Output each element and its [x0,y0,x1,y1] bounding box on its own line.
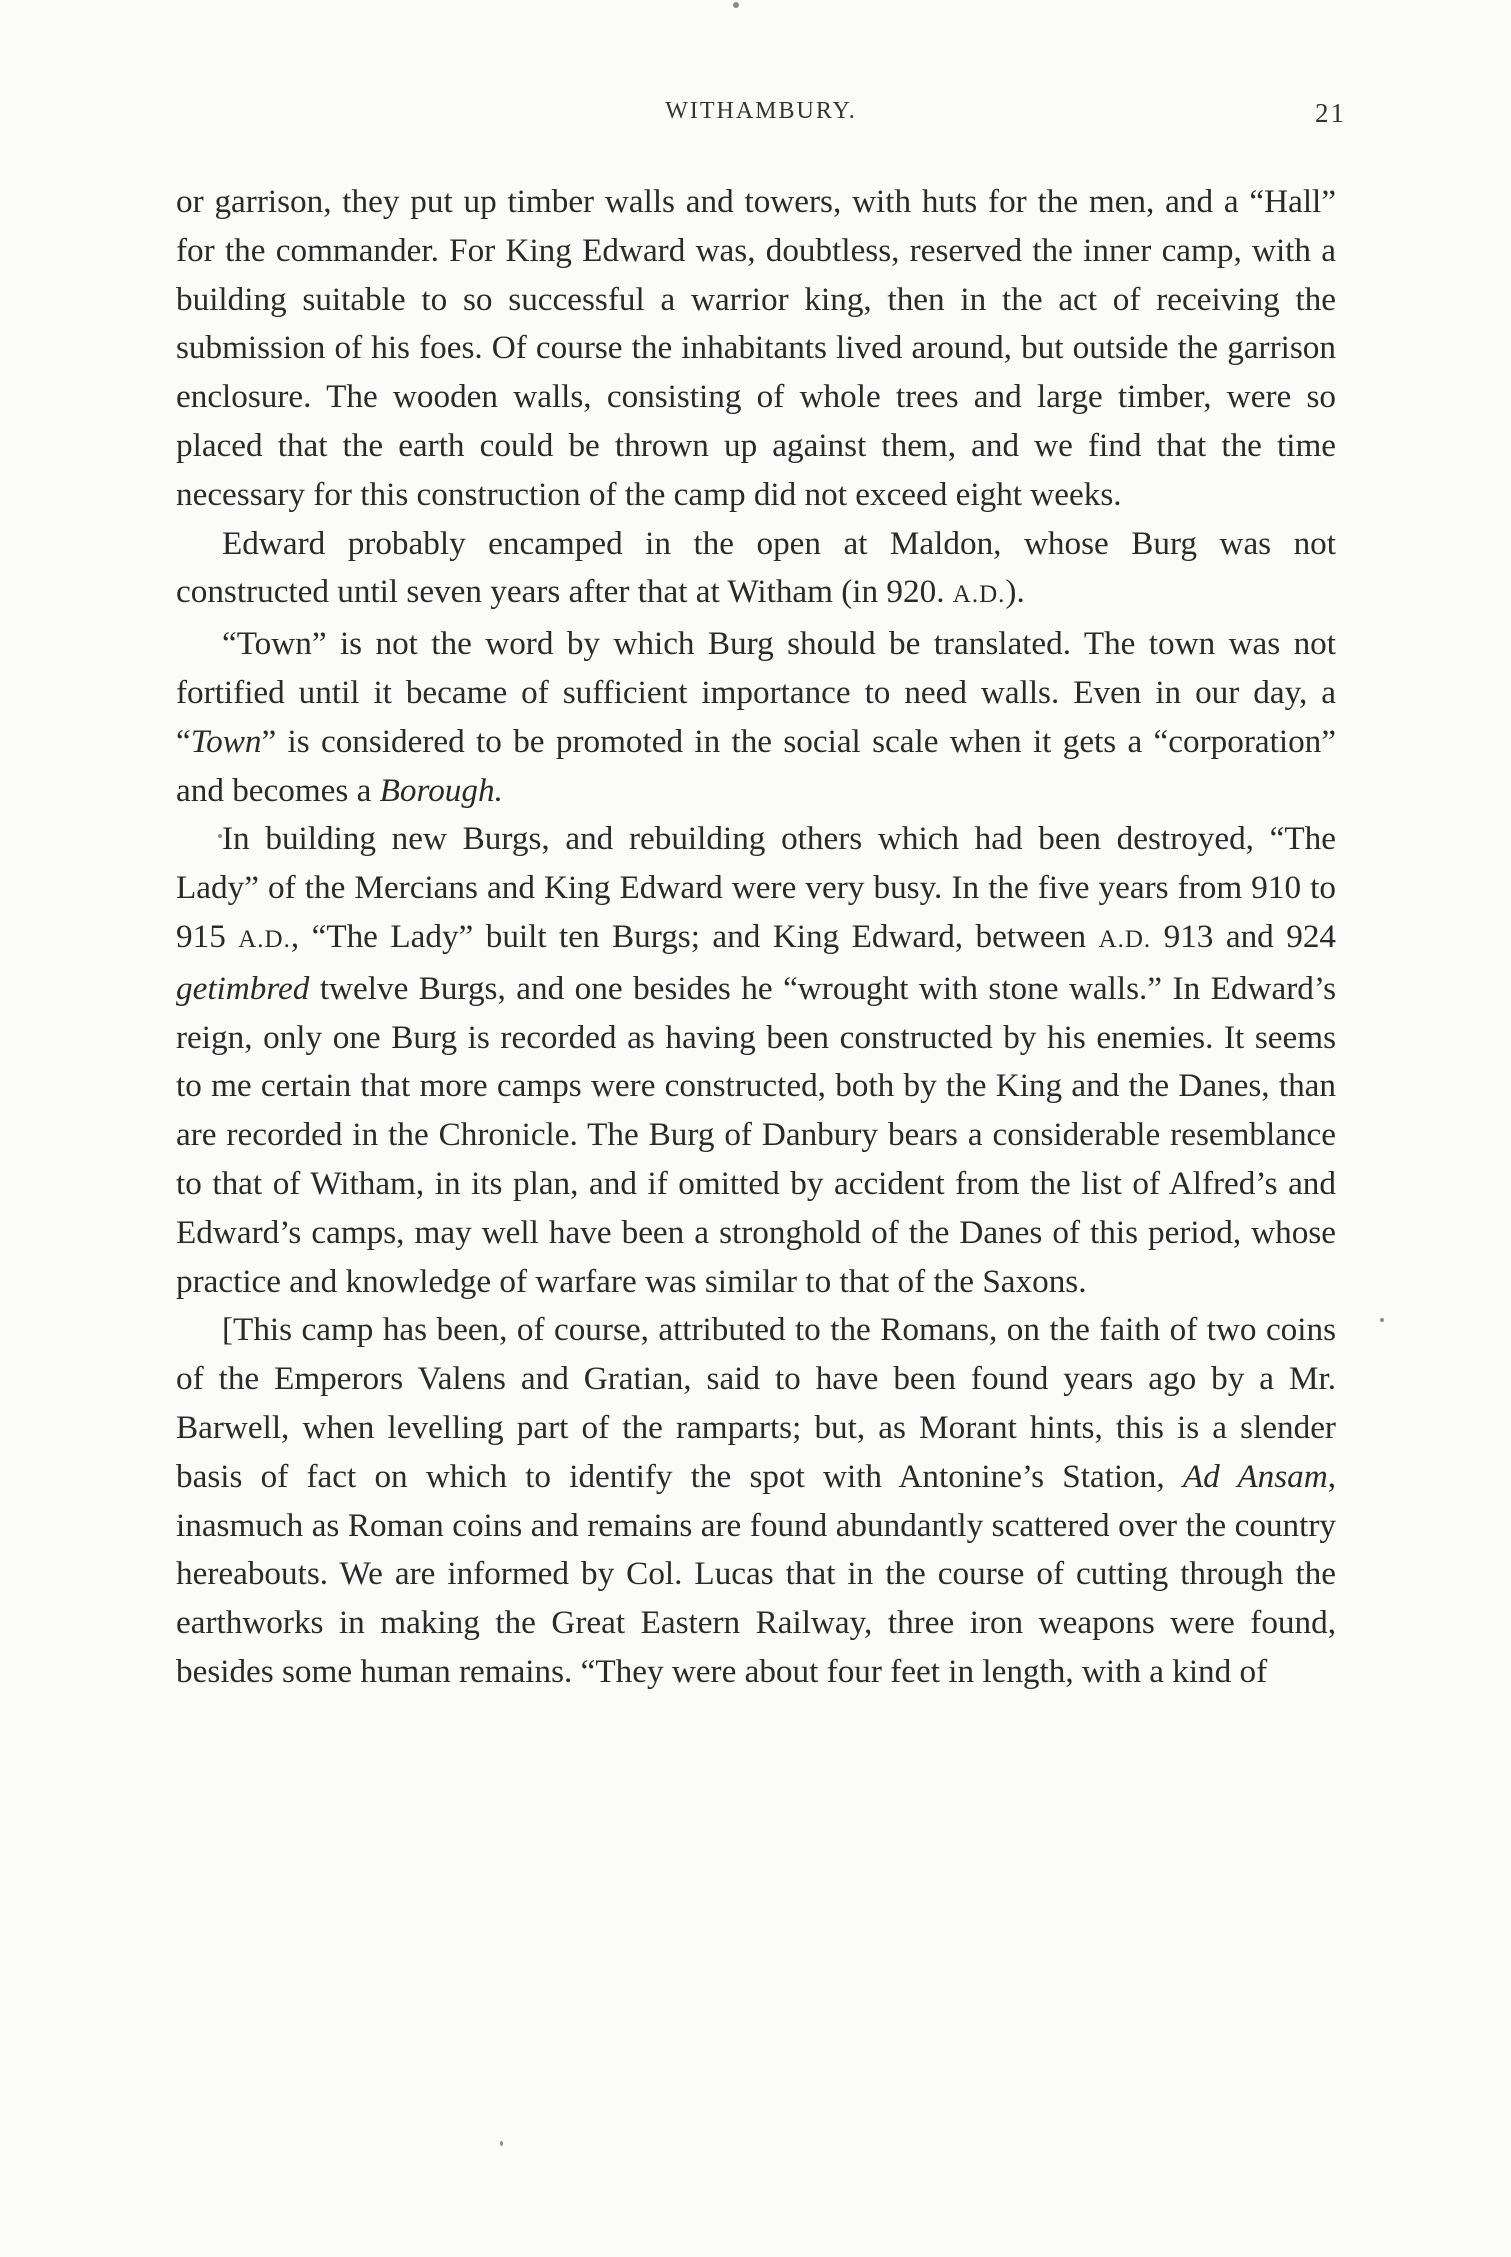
page-number: 21 [1315,98,1346,128]
paragraph [176,178,1336,520]
text-run: ” is considered to be promoted in the social scale when it gets a “corporation” and becomes a [176,722,1336,809]
small-caps-text: A.D. [952,581,1006,609]
print-speck [733,2,739,8]
body-text [176,178,1336,1697]
print-speck [1380,1318,1384,1322]
paragraph [176,815,1336,1306]
text-run: ). [1005,573,1025,611]
paragraph [176,1306,1336,1696]
italic-text: getimbred [176,969,310,1007]
text-run: 913 and 924 [1151,917,1337,955]
small-caps-text: A.D. [238,925,291,953]
running-title: WITHAMBURY. [665,98,857,124]
text-run: , inasmuch as Roman coins and remains are found abundantly scattered over the country hereabouts. We are informed by Col. Lucas that in the course of cutting through the earthworks in making the Great Eastern Railway, three iron weapons were found, besides some human remains. “They were about four feet in length, with a kind of [176,1457,1336,1690]
text-run: “Town” is not the word by which Burg should be translated. The town was not fortified until it became of sufficient importance to need walls. Even in our day, a “ [176,625,1336,760]
italic-text: Town [190,722,262,760]
text-run: or garrison, they put up timber walls and towers, with huts for the men, and a “Hall” for the commander. For King Edward was, doubtless, reserved the inner camp, with a building suitable to so successful a warrior king, then in the act of receiving the submission of his foes. Of course the inhabitants lived around, but outside the garrison enclosure. The wooden walls, consisting of whole trees and large timber, were so placed that the earth could be thrown up against them, and we find that the time necessary for this construction of the camp did not exceed eight weeks. [176,183,1336,513]
paragraph [176,520,1336,621]
print-speck [500,2141,503,2146]
page-header [176,98,1346,138]
text-run: twelve Burgs, and one besides he “wrought with stone walls.” In Edward’s reign, only one Burg is recorded as having been constructed by his enemies. It seems to me certain that more camps were constructed, both by the King and the Danes, than are recorded in the Chronicle. The Burg of Danbury bears a considerable resemblance to that of Witham, in its plan, and if omitted by accident from the list of Alfred’s and Edward’s camps, may well have been a stronghold of the Danes of this period, whose practice and knowledge of warfare was similar to that of the Saxons. [176,969,1336,1300]
text-run: Edward probably encamped in the open at Maldon, whose Burg was not constructed until seven years after that at Witham (in 920. [176,524,1336,611]
italic-text: Borough. [379,771,503,809]
paragraph [176,620,1336,815]
text-run: In building new Burgs, and rebuilding others which had been destroyed, “The Lady” of the Mercians and King Edward were very busy. In the five years from 910 to 915 [176,820,1336,955]
print-speck [218,834,222,838]
italic-text: Ad Ansam [1182,1457,1328,1495]
text-run: , “The Lady” built ten Burgs; and King Edward, between [290,917,1099,955]
text-run: [This camp has been, of course, attributed to the Romans, on the faith of two coins of the Emperors Valens and Gratian, said to have been found years ago by a Mr. Barwell, when levelling part of the ramparts; but, as Morant hints, this is a slender basis of fact on which to identify the spot with Antonine’s Station, [176,1311,1336,1495]
small-caps-text: A.D. [1098,925,1152,953]
